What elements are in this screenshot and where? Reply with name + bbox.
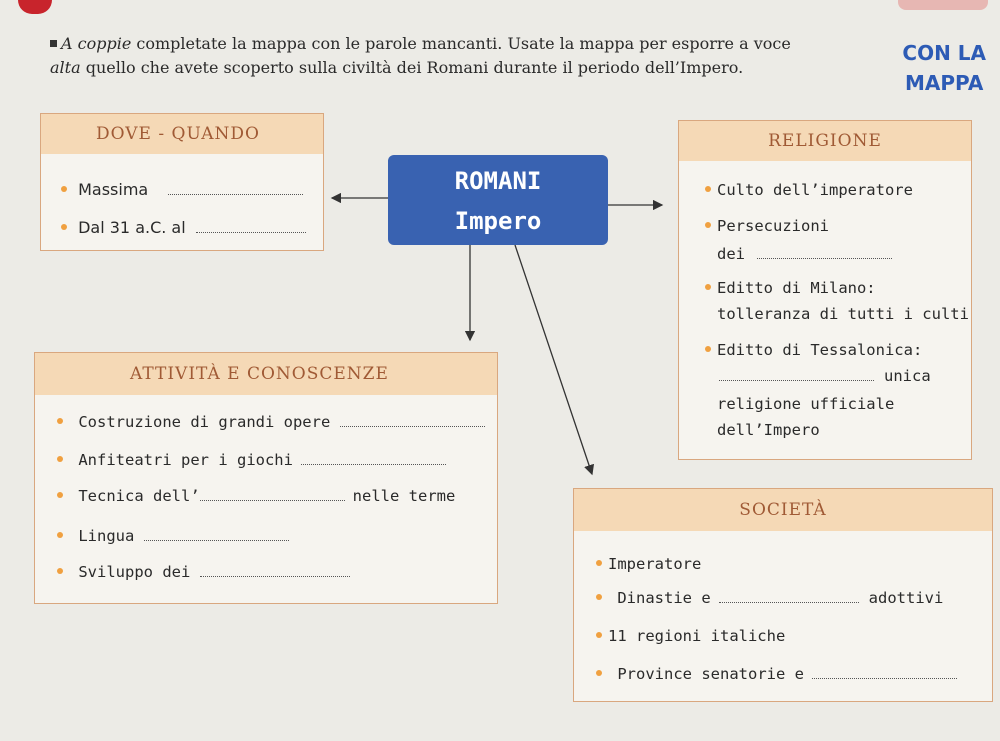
list-item-anfiteatri [57,451,446,469]
badge-line-2: MAPPA [905,71,984,95]
province-blank [812,677,957,679]
list-item-lingua [57,527,289,545]
unica-line [719,367,931,385]
religione-ufficiale-line: religione ufficiale [717,395,895,413]
anfiteatri-label: Anfiteatri per i giochi [78,451,293,469]
dal-31-blank [196,231,306,233]
impero-subtitle: Impero [454,207,542,235]
badge-line-1: CON LA [902,41,986,65]
dove-quando-box [40,113,324,251]
arrow-to-societa [515,245,592,474]
sviluppo-blank [200,575,350,577]
romani-impero-node [388,155,608,245]
instructions-lead-1: A coppie [61,34,132,53]
costruzione-label: Costruzione di grandi opere [78,413,331,431]
dei-label: dei [717,245,745,263]
lingua-blank [144,539,289,541]
list-item-province [596,665,957,683]
list-item-imperatore: Imperatore [596,555,701,573]
attivita-title: ATTIVITÀ E CONOSCENZE [35,353,497,395]
list-item-tecnica [57,487,455,505]
tecnica-label: Tecnica dell’ [78,487,200,505]
list-item-massima [61,180,303,199]
list-item-regioni: 11 regioni italiche [596,627,785,645]
dei-line [717,245,892,263]
terme-label: nelle terme [352,487,456,505]
instructions-text-1: completate la mappa con le parole mancanti. Usate la mappa per esporre a voce [136,34,791,53]
religione-box [678,120,972,460]
unica-blank [719,379,874,381]
sviluppo-label: Sviluppo dei [78,563,191,581]
lingua-label: Lingua [78,527,135,545]
massima-label: Massima [78,180,149,199]
dove-quando-title: DOVE - QUANDO [41,114,323,154]
tecnica-blank [200,499,345,501]
societa-title: SOCIETÀ [574,489,992,531]
massima-blank [168,193,303,195]
dinastie-label: Dinastie e [617,589,711,607]
province-label: Province senatorie e [617,665,804,683]
list-item-dal-31 [61,218,306,237]
impero-line: dell’Impero [717,421,820,439]
list-item-editto-milano: Editto di Milano: [705,279,876,297]
list-item-dinastie [596,589,943,607]
dal-31-label: Dal 31 a.C. al [78,218,186,237]
adottivi-label: adottivi [868,589,944,607]
attivita-conoscenze-box [34,352,498,604]
list-item-culto: Culto dell’imperatore [705,181,913,199]
list-item-costruzione [57,413,485,431]
unica-label: unica [884,367,931,385]
anfiteatri-blank [301,463,446,465]
dinastie-blank [719,601,859,603]
costruzione-blank [340,425,485,427]
instructions-text-2: quello che avete scoperto sulla civiltà dei Romani durante il periodo dell’Impero. [85,58,744,77]
tolleranza-line: tolleranza di tutti i culti [717,305,969,323]
list-item-sviluppo [57,563,350,581]
list-item-editto-tessalonica: Editto di Tessalonica: [705,341,922,359]
dei-blank [757,257,892,259]
romani-title: ROMANI [454,167,542,195]
instructions-lead-2: alta [50,58,81,77]
societa-box [573,488,993,702]
list-item-persecuzioni: Persecuzioni [705,217,829,235]
religione-title: RELIGIONE [679,121,971,161]
